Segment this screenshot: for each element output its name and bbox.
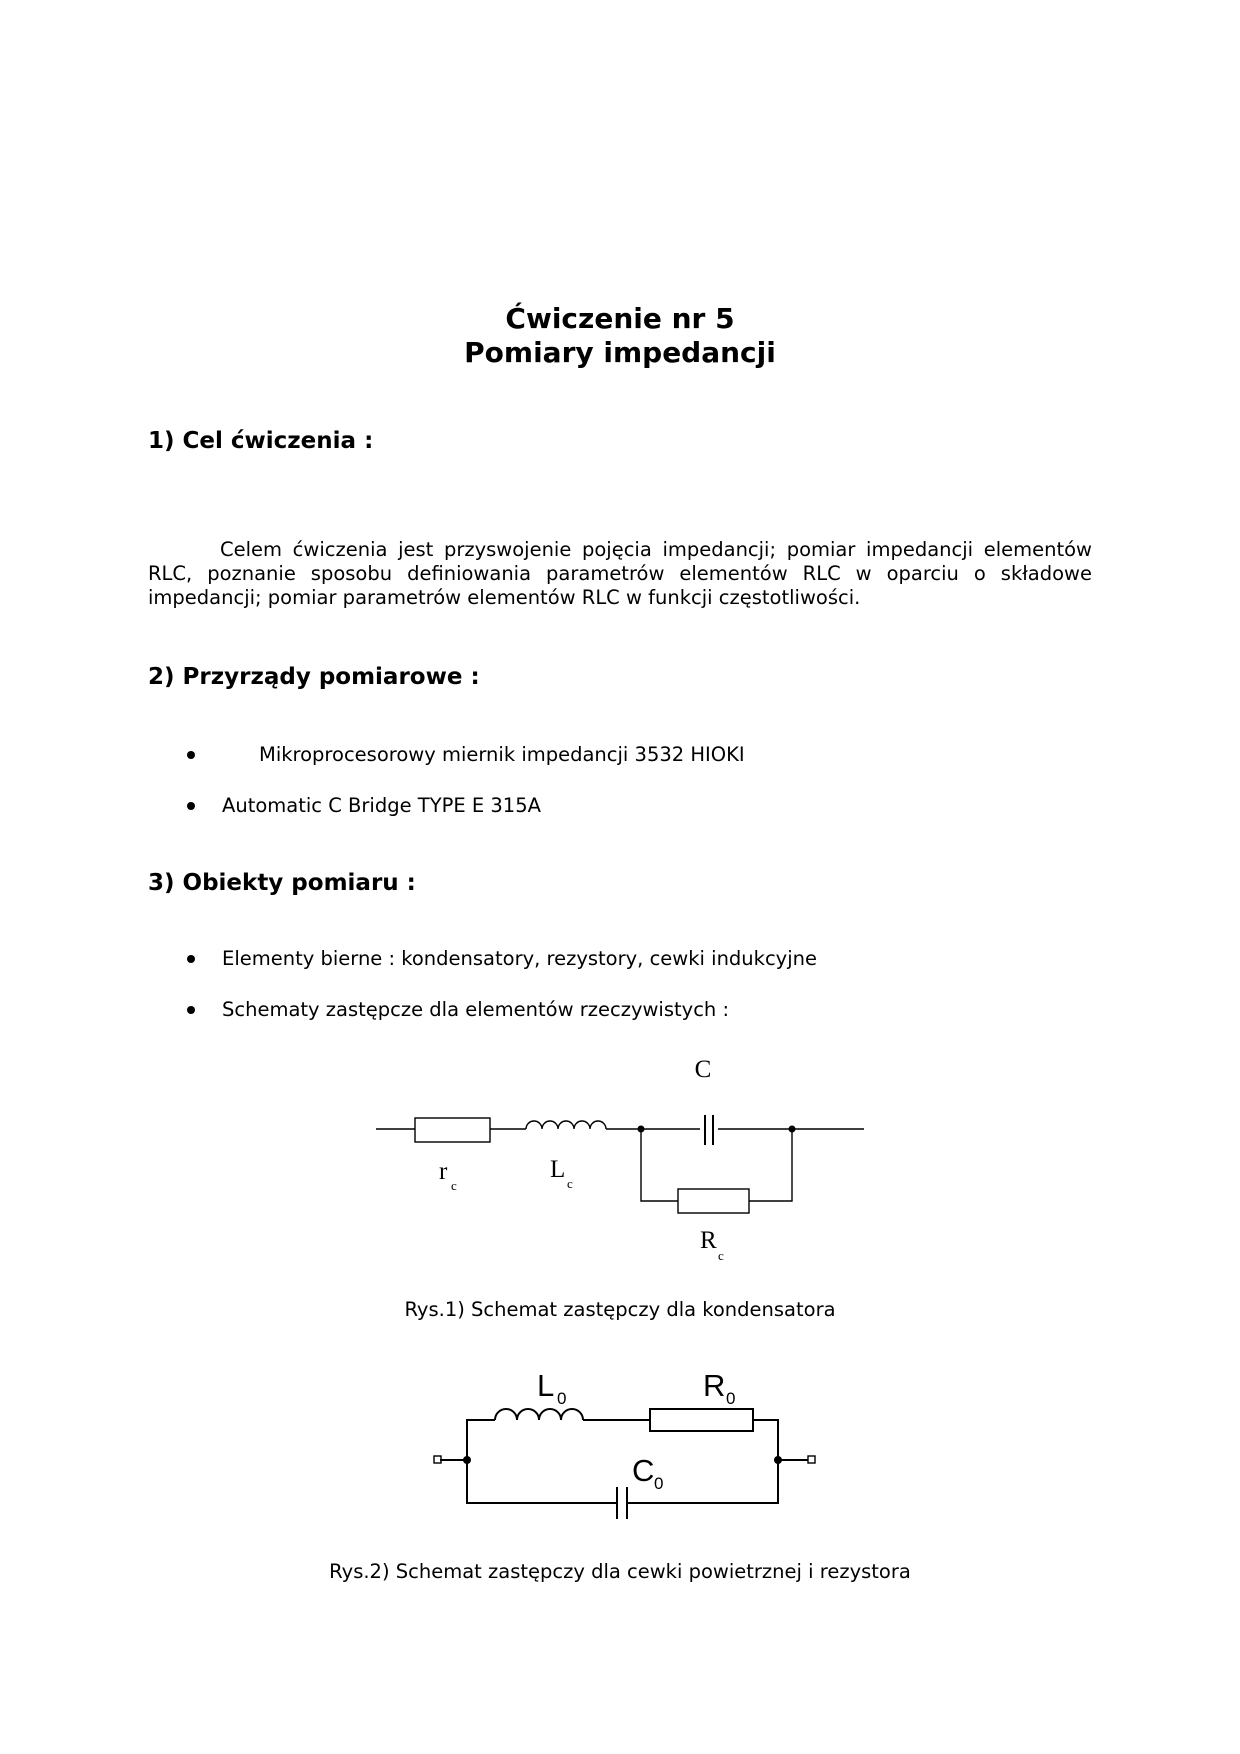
label-R0-subscript: 0 (726, 1389, 736, 1408)
document-title: Ćwiczenie nr 5 (505, 302, 735, 335)
label-C0-subscript: 0 (654, 1474, 664, 1493)
label-r-subscript: c (451, 1178, 457, 1193)
section-heading-goal: 1) Cel ćwiczenia : (148, 428, 374, 454)
label-C0: C (632, 1453, 655, 1488)
label-c: C (694, 1056, 712, 1083)
bullet-icon (184, 1002, 198, 1016)
resistor-r0-symbol (650, 1409, 753, 1431)
resistor-Rc-symbol (678, 1189, 749, 1213)
junction-node (774, 1456, 782, 1464)
wire (641, 1129, 678, 1201)
label-L0: L (537, 1368, 555, 1403)
section-heading-instruments: 2) Przyrządy pomiarowe : (148, 664, 480, 690)
bullet-icon (184, 747, 198, 761)
label-l: L (550, 1156, 566, 1183)
wire (749, 1129, 792, 1201)
bullet-icon (184, 951, 198, 965)
bullet-icon (184, 798, 198, 812)
instrument-item: Mikroprocesorowy miernik impedancji 3532 HIOKI (259, 743, 745, 766)
object-item: Schematy zastępcze dla elementów rzeczywistych : (222, 998, 730, 1021)
section-heading-objects: 3) Obiekty pomiaru : (148, 870, 416, 896)
label-R-subscript: c (718, 1248, 724, 1263)
goal-text: Celem ćwiczenia jest przyswojenie pojęcia impedancji; pomiar impedancji elementów RLC, poznanie sposobu definiowania parametrów elementów RLC w oparciu o składowe impedancji; pomiar parametrów elementów RLC w funkcji częstotliwości. (148, 538, 1092, 609)
wire (467, 1460, 617, 1503)
document-subtitle: Pomiary impedancji (464, 336, 776, 369)
label-R0: R (703, 1368, 726, 1403)
label-l-subscript: c (567, 1176, 573, 1191)
label-r: r (439, 1158, 448, 1185)
wire (753, 1420, 778, 1460)
terminal-right (808, 1456, 815, 1463)
wire (467, 1420, 495, 1460)
junction-node (789, 1126, 796, 1133)
label-L0-subscript: 0 (557, 1389, 567, 1408)
inductor-lc-symbol (526, 1121, 606, 1129)
figure2-caption: Rys.2) Schemat zastępczy dla cewki powietrznej i rezystora (329, 1560, 911, 1583)
junction-node (638, 1126, 645, 1133)
object-item: Elementy bierne : kondensatory, rezystory, cewki indukcyjne (222, 947, 817, 970)
resistor-rc-symbol (415, 1118, 490, 1142)
goal-paragraph (148, 538, 1092, 610)
label-R: R (700, 1227, 717, 1254)
instrument-item: Automatic C Bridge TYPE E 315A (222, 794, 541, 817)
junction-node (463, 1456, 471, 1464)
capacitor-equivalent-circuit (370, 1055, 870, 1265)
capacitor-gap (700, 1117, 718, 1141)
figure1-caption: Rys.1) Schemat zastępczy dla kondensatora (404, 1298, 836, 1321)
terminal-left (434, 1456, 441, 1463)
coil-resistor-equivalent-circuit (430, 1350, 820, 1532)
inductor-l0-symbol (495, 1409, 583, 1420)
